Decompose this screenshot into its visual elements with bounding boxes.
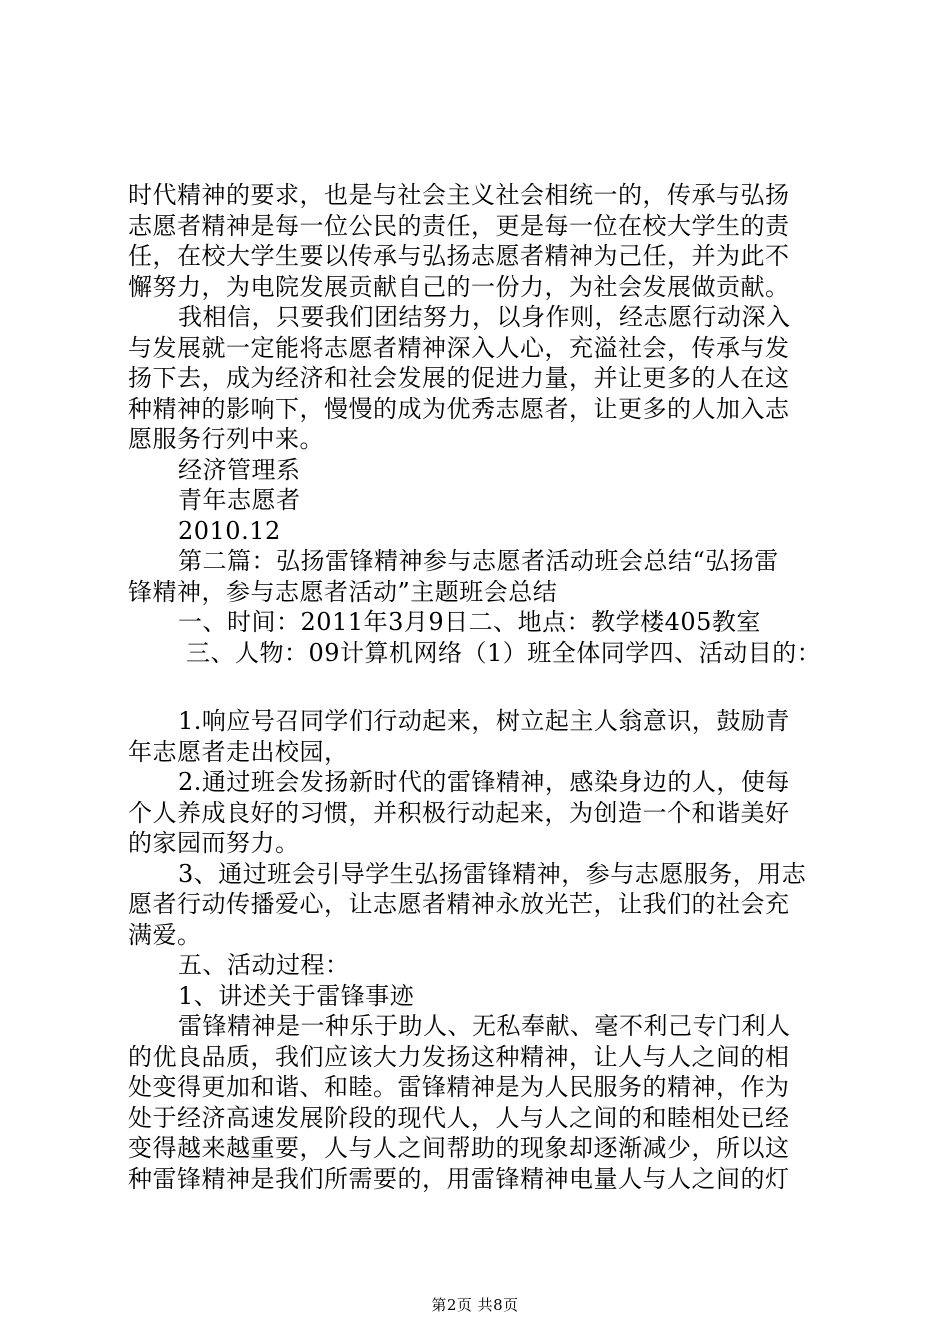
text-line: 处于经济高速发展阶段的现代人，人与人之间的和睦相处已经 bbox=[128, 1103, 790, 1132]
text-line: 任，在校大学生要以传承与弘扬志愿者精神为己任，并为此不 bbox=[128, 242, 790, 270]
document-body bbox=[128, 180, 828, 1194]
text-line: 愿者行动传播爱心，让志愿者精神永放光芒，让我们的社会充 bbox=[128, 890, 790, 918]
signature-author: 青年志愿者 bbox=[178, 486, 301, 514]
text-line: 一、时间：2011年3月9日二、地点：教学楼405教室 bbox=[178, 608, 761, 636]
blank-line bbox=[128, 668, 828, 706]
text-line: 扬下去，成为经济和社会发展的促进力量，并让更多的人在这 bbox=[128, 364, 790, 392]
text-line: 愿服务行列中来。 bbox=[128, 425, 324, 453]
text-line: 种精神的影响下，慢慢的成为优秀志愿者，让更多的人加入志 bbox=[128, 394, 790, 423]
text-line: 懈努力，为电院发展贡献自己的一份力，为社会发展做贡献。 bbox=[128, 272, 790, 301]
text-line: 年志愿者走出校园， bbox=[128, 737, 349, 766]
text-line: 我相信，只要我们团结努力，以身作则，经志愿行动深入 bbox=[178, 303, 791, 331]
text-line: 种雷锋精神是我们所需要的，用雷锋精神电量人与人之间的灯 bbox=[128, 1164, 790, 1193]
list-item: 3、通过班会引导学生弘扬雷锋精神，参与志愿服务，用志 bbox=[178, 859, 807, 888]
section-heading: 五、活动过程： bbox=[178, 951, 350, 979]
signature-department: 经济管理系 bbox=[178, 455, 301, 484]
section-title: 第二篇：弘扬雷锋精神参与志愿者活动班会总结“弘扬雷 bbox=[178, 547, 779, 575]
text-line: 个人养成良好的习惯，并积极行动起来，为创造一个和谐美好 bbox=[128, 798, 790, 827]
text-line: 时代精神的要求，也是与社会主义社会相统一的，传承与弘扬 bbox=[128, 181, 790, 209]
text-line: 满爱。 bbox=[128, 920, 202, 949]
text-line: 的家园而努力。 bbox=[128, 829, 300, 857]
text-line: 志愿者精神是每一位公民的责任，更是每一位在校大学生的责 bbox=[128, 211, 790, 240]
list-item: 1.响应号召同学们行动起来，树立起主人翁意识，鼓励青 bbox=[178, 707, 790, 735]
subsection-heading: 1、讲述关于雷锋事迹 bbox=[178, 981, 415, 1010]
text-line: 的优良品质，我们应该大力发扬这种精神，让人与人之间的相 bbox=[128, 1042, 790, 1071]
text-line: 处变得更加和谐、和睦。雷锋精神是为人民服务的精神，作为 bbox=[128, 1073, 790, 1101]
text-line: 雷锋精神是一种乐于助人、无私奉献、毫不利己专门利人 bbox=[178, 1012, 791, 1040]
page-number-footer: 第2页 共8页 bbox=[431, 1296, 519, 1314]
text-line: 与发展就一定能将志愿者精神深入人心，充溢社会，传承与发 bbox=[128, 333, 790, 362]
list-item: 2.通过班会发扬新时代的雷锋精神，感染身边的人，使每 bbox=[178, 768, 790, 796]
section-title-continued: 锋精神，参与志愿者活动”主题班会总结 bbox=[128, 577, 558, 606]
text-line: 三、人物：09计算机网络（1）班全体同学四、活动目的： bbox=[186, 638, 822, 667]
text-line: 变得越来越重要，人与人之间帮助的现象却逐渐减少，所以这 bbox=[128, 1134, 790, 1162]
signature-date: 2010.12 bbox=[178, 516, 281, 545]
